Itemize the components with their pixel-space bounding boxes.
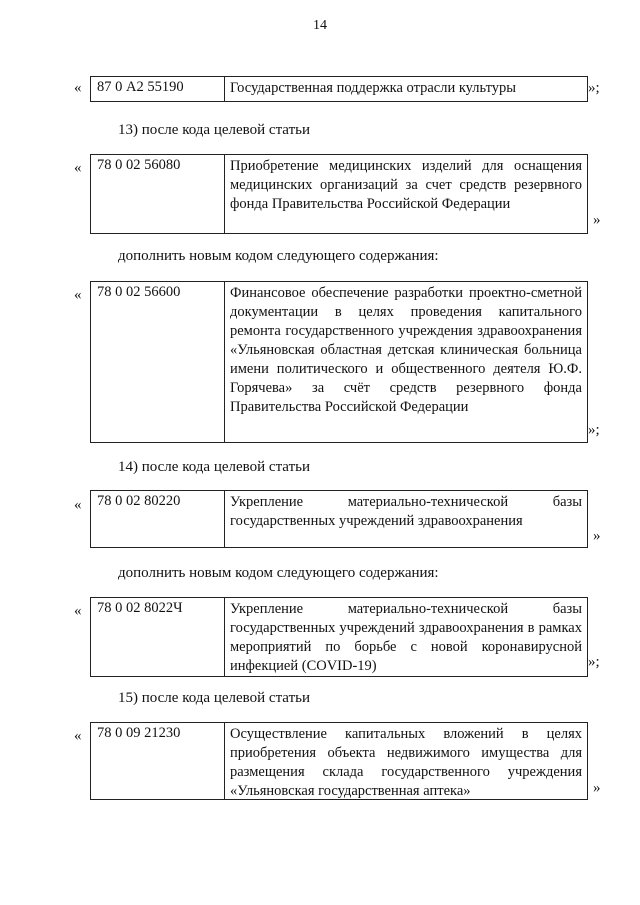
code-table-row (90, 722, 588, 800)
target-code: 78 0 02 56080 (91, 155, 225, 233)
target-code: 78 0 02 56600 (91, 282, 225, 442)
quote-open: « (74, 160, 82, 176)
target-code: 87 0 А2 55190 (91, 77, 225, 101)
quote-open: « (74, 497, 82, 513)
paragraph-add-1: дополнить новым кодом следующего содержания: (118, 248, 439, 264)
target-description: Приобретение медицинских изделий для оснащения медицинских организаций за счет средств резервного фонда Правительства Российской Федерации (230, 158, 582, 212)
target-description: Финансовое обеспечение разработки проектно-сметной документации в целях проведения капитального ремонта государственного учреждения здравоохранения «Ульяновская областная детская клиническая больница имени политического и общественного деятеля Ю.Ф. Горячева» за счёт средств резервного фонда Правительства Российской Федерации (230, 285, 582, 415)
code-table-row (90, 281, 588, 443)
quote-open: « (74, 728, 82, 744)
target-description: Государственная поддержка отрасли культуры (230, 80, 516, 96)
target-description: Укрепление материально-технической базы государственных учреждений здравоохранения (230, 494, 582, 529)
code-table-row (90, 154, 588, 234)
quote-open: « (74, 603, 82, 619)
target-description: Осуществление капитальных вложений в целях приобретения объекта недвижимого имущества для размещения склада государственного учреждения «Ульяновская государственная аптека» (230, 726, 582, 799)
code-table-row (90, 76, 588, 102)
quote-open: « (74, 80, 82, 96)
quote-close: » (593, 780, 601, 796)
quote-close: »; (588, 654, 600, 670)
paragraph-13: 13) после кода целевой статьи (118, 122, 311, 138)
code-table-row (90, 490, 588, 548)
paragraph-15: 15) после кода целевой статьи (118, 690, 311, 706)
target-description: Укрепление материально-технической базы государственных учреждений здравоохранения в рамках мероприятий по борьбе с новой коронавирусной инфекцией (COVID-19) (230, 601, 582, 674)
quote-close: »; (588, 80, 600, 96)
quote-close: »; (588, 422, 600, 438)
paragraph-add-2: дополнить новым кодом следующего содержания: (118, 565, 439, 581)
quote-close: » (593, 528, 601, 544)
paragraph-14: 14) после кода целевой статьи (118, 459, 311, 475)
target-code: 78 0 02 8022Ч (91, 598, 225, 676)
target-code: 78 0 02 80220 (91, 491, 225, 547)
quote-open: « (74, 287, 82, 303)
target-code: 78 0 09 21230 (91, 723, 225, 799)
code-table-row (90, 597, 588, 677)
page-number: 14 (313, 18, 327, 33)
quote-close: » (593, 212, 601, 228)
